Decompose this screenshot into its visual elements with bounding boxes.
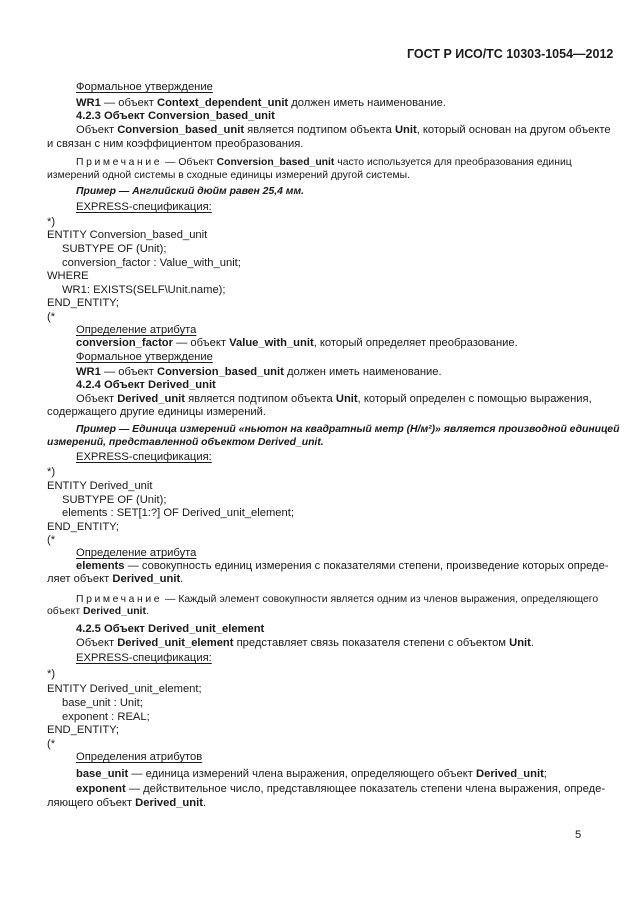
entity-name: Unit [335,393,358,405]
code-line: *) [47,668,56,680]
express-heading: EXPRESS-спецификация: [76,652,212,664]
note-line [76,593,598,606]
text: — объект [100,97,158,109]
text: Объект [76,637,118,649]
text: является подтипом объекта [184,393,336,405]
entity-name: Context_dependent_unit [157,97,289,109]
attribute-definition [76,768,547,781]
example: измерений, представленной объектом Derived_unit. [47,437,324,448]
text: — объект [100,366,158,378]
section-heading: 4.2.5 Объект Derived_unit_element [76,623,265,635]
text: . [202,797,207,809]
note-line: измерений одной системы в сходные единицы измерений другой системы. [47,170,410,181]
text: должен иметь наименование. [288,97,446,109]
code-line: END_ENTITY; [47,297,120,309]
code-line: ENTITY Derived_unit_element; [47,683,202,695]
text: — объект [173,337,230,349]
code-line: elements : SET[1:?] OF Derived_unit_element; [62,507,294,519]
attribute-definition [76,783,605,796]
paragraph-line [76,393,592,406]
entity-name: Derived_unit_element [117,637,234,649]
attribute-name: exponent [76,783,126,795]
text: представляет связь показателя степени с объектом [233,637,510,649]
entity-name: Conversion_based_unit [216,157,335,168]
text: . [530,637,534,649]
section-heading: 4.2.3 Объект Conversion_based_unit [76,110,275,122]
express-heading: EXPRESS-спецификация: [76,201,212,213]
paragraph-line [76,124,611,137]
text: . [145,606,149,617]
entity-name: Derived_unit [135,797,203,809]
text: — Каждый элемент совокупности является одним из членов выражения, определяющего [162,594,599,605]
text: объект [47,606,83,617]
note-label: Примечание [76,594,163,605]
formal-statement-heading: Формальное утверждение [76,81,213,93]
text: ; [543,768,547,780]
text: Объект [76,124,118,136]
paragraph-line: и связан с ним коэффициентом преобразования. [47,138,304,150]
attribute-heading: Определение атрибута [76,324,197,336]
code-line: WR1: EXISTS(SELF\Unit.name); [62,284,226,296]
code-line: SUBTYPE OF (Unit); [62,243,167,255]
code-line: SUBTYPE OF (Unit); [62,494,167,506]
code-line: *) [47,466,56,478]
entity-name: Unit [394,124,417,136]
text: должен иметь наименование. [283,366,442,378]
note-line [76,156,572,169]
rule-label: WR1 [76,97,101,109]
text: является подтипом объекта [244,124,395,136]
paragraph-line: содержащего другие единицы измерений. [47,406,266,418]
attribute-definition [47,573,183,586]
example: Пример — Единица измерений «ньютон на квадратный метр (Н/м²)» является производной единицей [76,424,620,435]
note-label: Примечание [76,157,163,168]
text: — единица измерений члена выражения, определяющего объект [128,768,477,780]
entity-name: Derived_unit [476,768,544,780]
attribute-heading: Определение атрибута [76,547,197,559]
attribute-name: elements [76,560,125,572]
section-heading: 4.2.4 Объект Derived_unit [76,379,216,391]
express-heading: EXPRESS-спецификация: [76,451,212,463]
code-line: (* [47,534,56,546]
where-rule-line [76,97,446,110]
text: — Объект [162,157,217,168]
code-line: END_ENTITY; [47,521,120,533]
page-number: 5 [575,829,582,841]
attribute-name: conversion_factor [76,337,173,349]
code-line: WHERE [47,270,89,282]
text: — совокупность единиц измерения с показателями степени, произведение которых опреде- [124,560,609,572]
where-rule-line [76,366,442,379]
entity-name: Conversion_based_unit [117,124,245,136]
attribute-heading: Определения атрибутов [76,751,203,763]
text: . [180,573,184,585]
formal-statement-heading: Формальное утверждение [76,351,213,363]
code-line: *) [47,216,56,228]
page-header: ГОСТ Р ИСО/ТС 10303-1054—2012 [407,47,614,61]
code-line: (* [47,738,56,750]
text: — действительное число, представляющее показатель степени члена выражения, опреде- [125,783,606,795]
code-line: END_ENTITY; [47,724,120,736]
entity-name: Derived_unit [112,573,181,585]
entity-name: Value_with_unit [229,337,314,349]
note-line [47,605,149,618]
text: часто используется для преобразования единиц [334,157,572,168]
text: ляющего объект [47,797,136,809]
code-line: conversion_factor : Value_with_unit; [62,257,241,269]
text: , который определен с помощью выражения, [357,393,592,405]
entity-name: Derived_unit [117,393,185,405]
code-line: ENTITY Conversion_based_unit [47,229,208,241]
attribute-definition [76,337,518,350]
code-line: exponent : REAL; [62,711,150,723]
entity-name: Derived_unit [82,606,146,617]
paragraph-line [76,637,534,650]
attribute-definition [47,797,206,810]
code-line: base_unit : Unit; [62,697,143,709]
code-line: (* [47,311,56,323]
entity-name: Conversion_based_unit [157,366,284,378]
text: Объект [76,393,118,405]
example: Пример — Английский дюйм равен 25,4 мм. [76,186,305,197]
text: , который основан на другом объекте [416,124,611,136]
attribute-name: base_unit [76,768,129,780]
attribute-definition [76,560,609,573]
entity-name: Unit [509,637,531,649]
text: ляет объект [47,573,113,585]
text: , который определяет преобразование. [313,337,518,349]
rule-label: WR1 [76,366,101,378]
code-line: ENTITY Derived_unit [47,480,153,492]
